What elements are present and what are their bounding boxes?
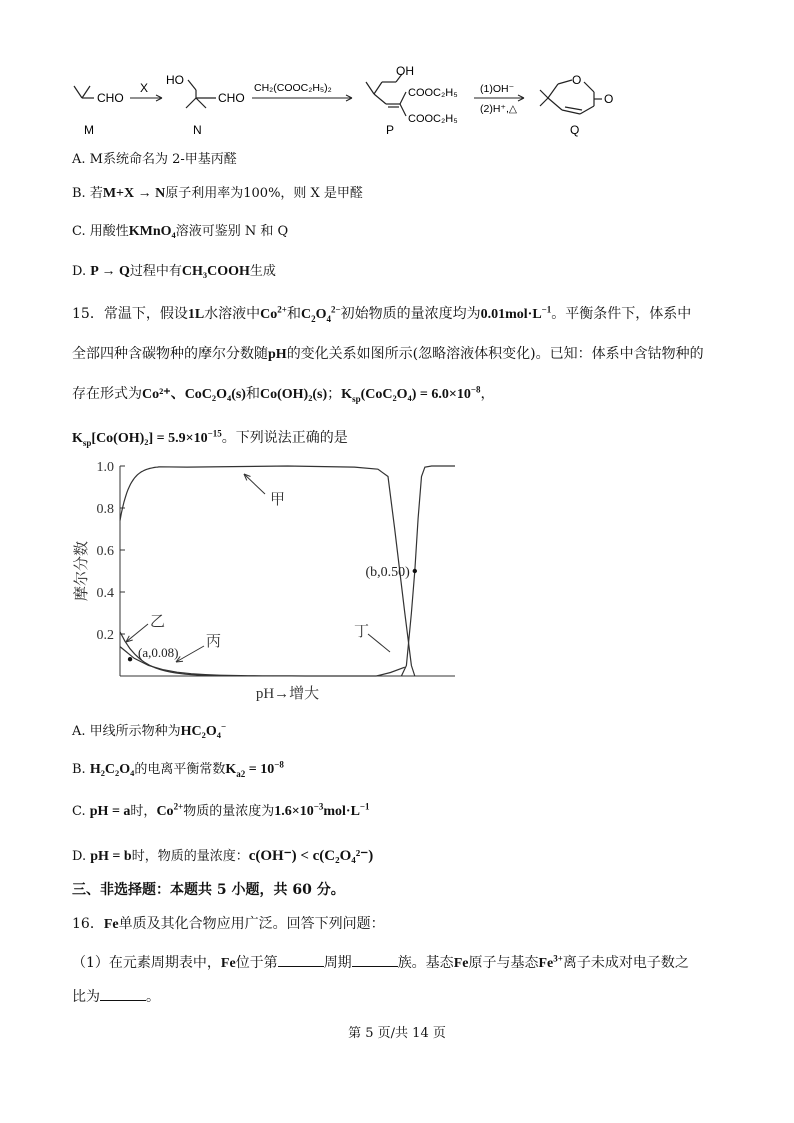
label-Q: Q xyxy=(570,123,580,137)
series-jia-pointer xyxy=(244,474,265,494)
q15-option-c: C. pH = a时，$Co^{2+}$物质的量浓度为$1.6\times 10^{-3}mol\cdot L^{-1}$ xyxy=(72,801,370,819)
answer-blank-period[interactable] xyxy=(278,952,324,967)
point-a xyxy=(128,657,132,661)
molecule-Q xyxy=(540,80,602,114)
q14-option-a: A. M系统命名为 2-甲基丙醛 xyxy=(72,152,237,167)
q15-stem-line1: 15．常温下，假设1L水溶液中$Co^{2+}$和$C_2O_4^{2-}$初始物质的量浓度均为$0.01mol\cdot L^{-1}$。平衡条件下，体系中 xyxy=(72,304,692,324)
y-tick-label: 0.4 xyxy=(96,586,114,601)
y-tick-label: 0.2 xyxy=(96,628,114,643)
formula-kmno4: KMnO₄ xyxy=(128,224,176,239)
annotation-b-label: (b,0.50) xyxy=(365,565,410,580)
series-bing-label: 丙 xyxy=(206,634,222,650)
y-axis-label: 摩尔分数 xyxy=(74,540,90,602)
Q-ring-oxygen: O xyxy=(572,73,582,87)
annotation-a-label: (a,0.08) xyxy=(138,645,179,661)
formula-m-plus-x: M+X → N xyxy=(102,186,166,201)
molecule-M xyxy=(74,86,94,98)
q15-stem-line3: 存在形式为Co²⁺、CoC₂O₄(s)和Co(OH)₂(s)；$K_{sp}(CoC_2O_4) = 6.0\times 10^{-8}$， xyxy=(72,384,495,404)
N-cho: CHO xyxy=(218,91,245,105)
q15-stem-line2: 全部四种含碳物种的摩尔分数随pH的变化关系如图所示(忽略溶液体积变化)。已知：体系中含钴物种的 xyxy=(72,346,704,362)
step3-bottom-reagent: (2)H⁺,△ xyxy=(480,103,517,115)
P-cooc2h5-bottom: COOC₂H₅ xyxy=(408,113,458,125)
reagent-X: X xyxy=(140,81,149,95)
y-tick-label: 0.8 xyxy=(96,502,114,517)
reagent-diethyl-malonate: CH₂(COOC₂H₅)₂ xyxy=(254,82,332,94)
q16-stem: 16．Fe单质及其化合物应用广泛。回答下列问题： xyxy=(72,916,385,932)
y-tick-label: 1.0 xyxy=(96,460,114,475)
q15-option-a: A. 甲线所示物种为HC₂O₄− xyxy=(72,721,227,739)
page-footer: 第 5 页/共 14 页 xyxy=(348,1026,446,1041)
section-3-heading: 三、非选择题：本题共 5 小题，共 60 分。 xyxy=(72,882,345,898)
series-bing-pointer xyxy=(176,646,204,662)
mole-fraction-chart xyxy=(72,456,462,708)
reaction-scheme xyxy=(70,60,630,142)
label-P: P xyxy=(386,123,395,137)
answer-blank-ratio[interactable] xyxy=(100,986,146,1001)
formula-acetic-acid: CH₃COOH xyxy=(181,264,250,279)
N-ho: HO xyxy=(166,73,184,87)
q14-option-d: D. P → Q过程中有CH₃COOH生成 xyxy=(72,264,276,279)
q15-option-b: B. H₂C₂O₄的电离平衡常数$K_{a2} = 10^{-8}$ xyxy=(72,759,284,779)
series-yi-pointer xyxy=(126,624,148,642)
step3-top-reagent: (1)OH⁻ xyxy=(480,83,515,95)
series-ding-pointer xyxy=(368,634,390,652)
q15-stem-line4: $K_{sp}[Co(OH)_2] = 5.9\times 10^{-15}$。下列说法正确的是 xyxy=(72,428,348,448)
q16-part1-line1: （1）在元素周期表中，Fe位于第 周期 族。基态Fe原子与基态$Fe^{3+}$离子未成对电子数之 xyxy=(72,953,689,971)
molecule-P xyxy=(366,74,406,116)
label-M: M xyxy=(84,123,94,137)
answer-blank-group[interactable] xyxy=(352,952,398,967)
series-yi-label: 乙 xyxy=(150,614,166,630)
formula-p-to-q: P → Q xyxy=(90,264,130,279)
y-tick-label: 0.6 xyxy=(96,544,114,559)
point-b xyxy=(413,569,417,573)
molecule-N xyxy=(186,80,216,108)
label-N: N xyxy=(193,123,202,137)
Q-carbonyl-oxygen: O xyxy=(604,92,614,106)
series-jia-label: 甲 xyxy=(270,492,286,508)
x-axis-label: pH→增大 xyxy=(255,686,320,702)
q14-option-b: B. 若M+X → N原子利用率为100%，则 X 是甲醛 xyxy=(72,186,363,201)
P-oh: OH xyxy=(396,64,414,78)
series-ding-label: 丁 xyxy=(354,624,370,640)
M-cho: CHO xyxy=(97,91,124,105)
q16-part1-line2: 比为 。 xyxy=(72,986,160,1007)
q15-option-d: D. pH = b时，物质的量浓度：c(OH⁻) < c(C₂O₄²⁻) xyxy=(72,848,374,864)
P-cooc2h5-top: COOC₂H₅ xyxy=(408,87,458,99)
q14-option-c: C. 用酸性KMnO₄溶液可鉴别 N 和 Q xyxy=(72,224,289,239)
